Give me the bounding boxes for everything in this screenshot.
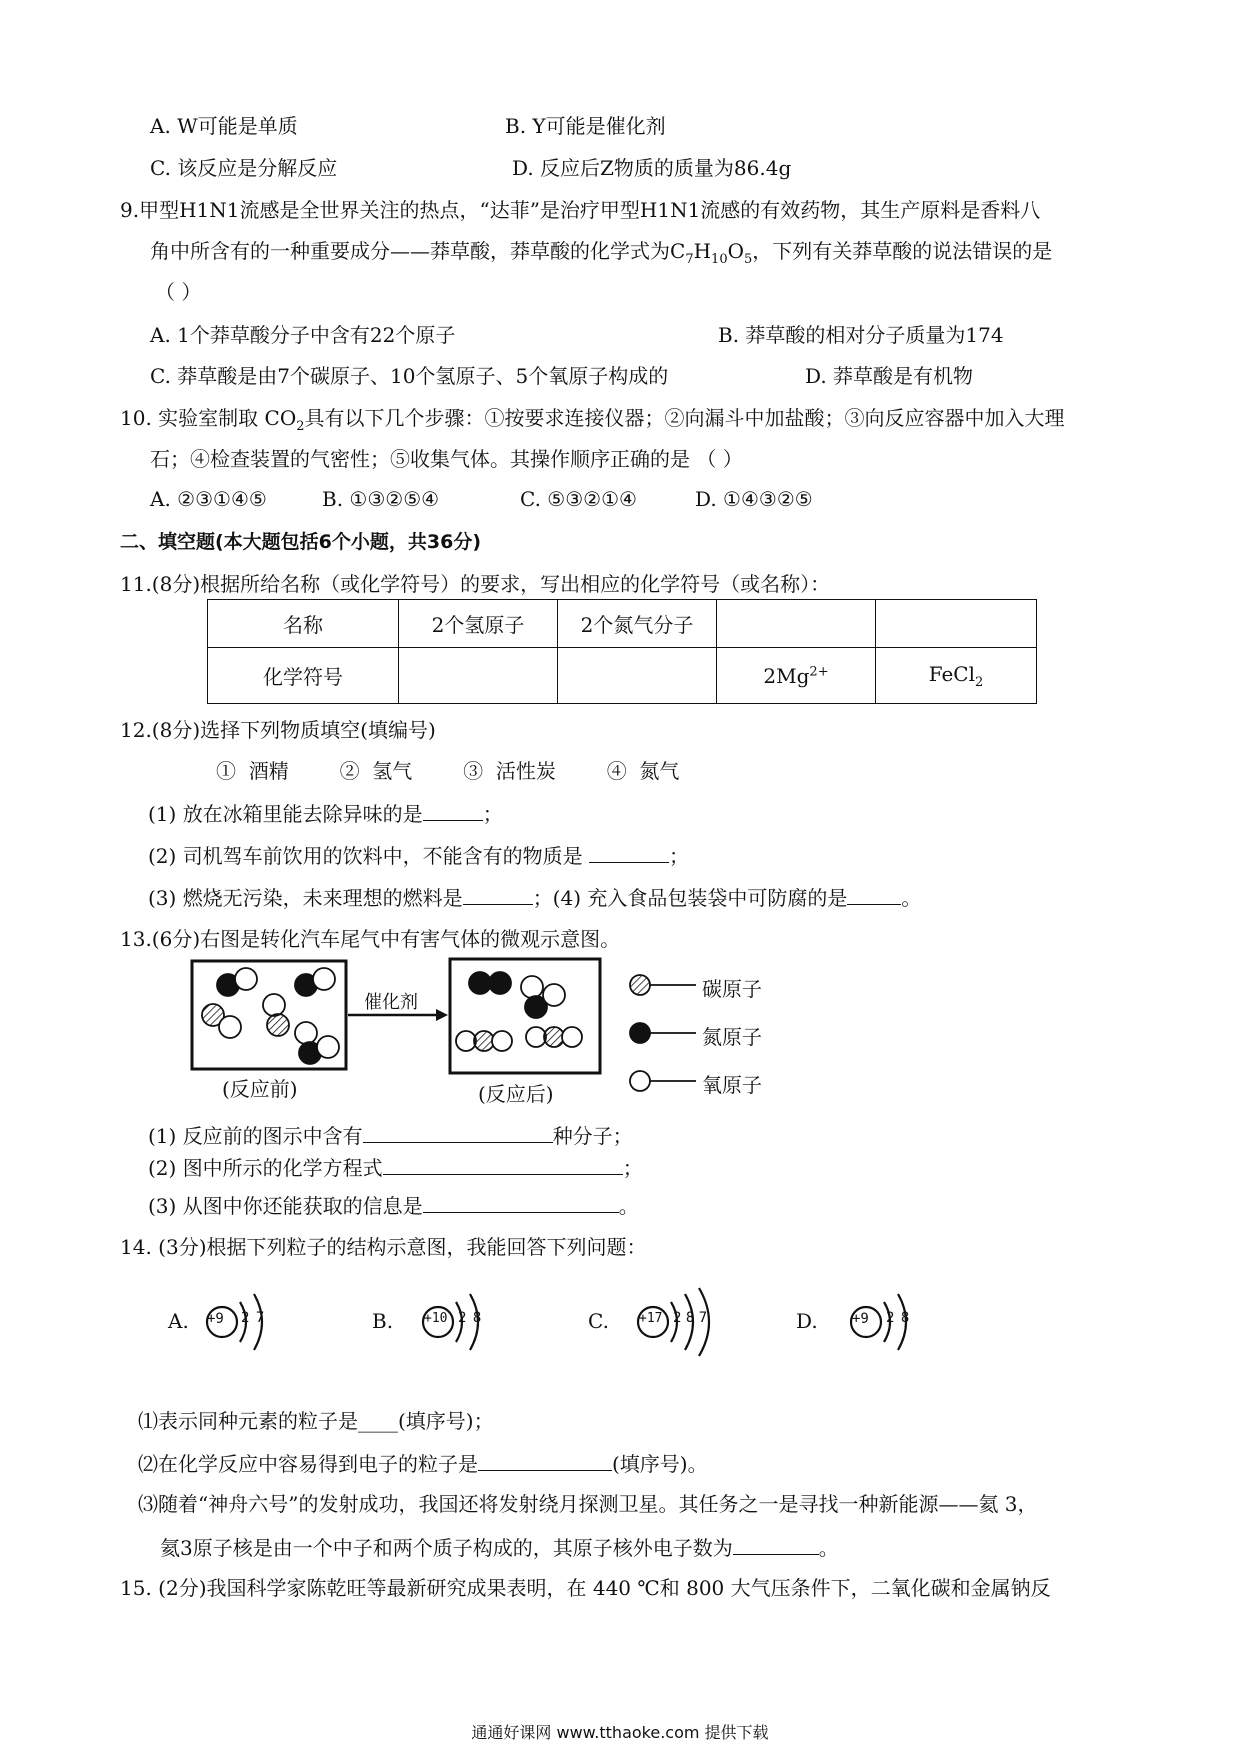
q10-option-a: A. ②③①④⑤ (150, 487, 267, 511)
after-caption: (反应后) (478, 1082, 554, 1106)
catalyst-label: 催化剂 (364, 992, 418, 1013)
legend (630, 975, 696, 1091)
q11-row-label: 化学符号 (208, 648, 399, 704)
q9-option-c: C. 莽草酸是由7个碳原子、10个氢原子、5个氧原子构成的 (150, 364, 669, 388)
q8-option-b: B. Y可能是催化剂 (505, 114, 666, 138)
q10-option-d: D. ①④③②⑤ (695, 487, 813, 511)
q8-option-c: C. 该反应是分解反应 (150, 156, 338, 180)
q10-option-c: C. ⑤③②①④ (520, 487, 637, 511)
atom-a-shells: 2 7 (241, 1310, 264, 1326)
legend-nitrogen: 氮原子 (702, 1025, 762, 1049)
after-molecules (456, 972, 582, 1051)
before-caption: (反应前) (222, 1077, 298, 1101)
before-molecules (202, 968, 339, 1064)
q11-cell: 名称 (208, 600, 399, 648)
page-footer: 通通好课网 www.tthaoke.com 提供下载 (471, 1723, 769, 1742)
q11-cell (717, 600, 876, 648)
q11-cell: 2个氮气分子 (558, 600, 717, 648)
section-heading: 二、填空题(本大题包括6个小题，共36分) (120, 531, 482, 553)
q11-answer-cell (558, 648, 717, 704)
q14-label-c: C. (588, 1309, 609, 1333)
atom-a-nucleus: +9 (207, 1311, 224, 1327)
q10-option-b: B. ①③②⑤④ (322, 487, 440, 511)
q13-sub1: (1) 反应前的图示中含有 种分子； (148, 1124, 633, 1148)
atom-c-shells: 2 8 7 (673, 1310, 706, 1326)
atom-b-shells: 2 8 (458, 1310, 481, 1326)
q11-answer-cell (399, 648, 558, 704)
q9-stem-line2: 角中所含有的一种重要成分——莽草酸，莽草酸的化学式为$C_7H_{10}O_5$，下列有关莽草酸的说法错误的是 (150, 239, 1053, 267)
q14-sub3-line1: ⑶随着“神舟六号”的发射成功，我国还将发射绕月探测卫星。其任务之一是寻找一种新能源——氦 3， (138, 1492, 1038, 1516)
q11-table (207, 599, 1037, 704)
q14-sub3-line2: 氦3原子核是由一个中子和两个质子构成的，其原子核外电子数为 。 (160, 1536, 839, 1560)
q8-option-d: D. 反应后Z物质的质量为86.4g (512, 156, 792, 180)
q13-stem: 13.(6分)右图是转化汽车尾气中有害气体的微观示意图。 (120, 927, 621, 951)
q9-stem-line1: 9.甲型H1N1流感是全世界关注的热点，“达菲”是治疗甲型H1N1流感的有效药物，其生产原料是香料八 (120, 198, 1041, 222)
q14-atom-diagrams (200, 1280, 920, 1364)
q11-stem: 11.(8分)根据所给名称（或化学符号）的要求，写出相应的化学符号（或名称）： (120, 572, 831, 596)
q9-option-a: A. 1个莽草酸分子中含有22个原子 (150, 323, 456, 347)
q13-sub2: (2) 图中所示的化学方程式 ； (148, 1156, 643, 1180)
q14-sub2: ⑵在化学反应中容易得到电子的粒子是 (填序号)。 (138, 1452, 708, 1476)
q14-label-b: B. (372, 1309, 394, 1333)
q9-option-d: D. 莽草酸是有机物 (805, 364, 974, 388)
atom-b-nucleus: +10 (424, 1311, 448, 1326)
q8-option-a: A. W可能是单质 (150, 114, 298, 138)
q14-sub1: ⑴表示同种元素的粒子是____(填序号)； (138, 1409, 494, 1433)
q10-stem-line1: 10. 实验室制取 $CO_2$具有以下几个步骤：①按要求连接仪器；②向漏斗中加盐酸；③向反应容器中加入大理 (120, 406, 1065, 434)
q13-sub3: (3) 从图中你还能获取的信息是 。 (148, 1194, 639, 1218)
q15-stem-line1: 15. (2分)我国科学家陈乾旺等最新研究成果表明，在 440 ℃和 800 大气压条件下，二氧化碳和金属钠反 (120, 1576, 1051, 1600)
q11-cell (876, 600, 1037, 648)
q12-stem: 12.(8分)选择下列物质填空(填编号) (120, 718, 436, 742)
legend-oxygen: 氧原子 (702, 1073, 762, 1097)
q14-label-a: A. (168, 1309, 189, 1333)
q11-cell: 2个氢原子 (399, 600, 558, 648)
q11-fecl-cell: FeCl$_2$ (876, 648, 1037, 704)
q9-answer-paren: （ ） (155, 280, 202, 304)
atom-d-nucleus: +9 (852, 1311, 869, 1327)
q12-choices: ① 酒精 ② 氢气 ③ 活性炭 ④ 氮气 (216, 759, 680, 783)
q12-sub2: (2) 司机驾车前饮用的饮料中，不能含有的物质是 ； (148, 844, 690, 868)
q9-option-b: B. 莽草酸的相对分子质量为174 (718, 323, 1004, 347)
atom-d-shells: 2 8 (886, 1310, 909, 1326)
q10-stem-line2: 石；④检查装置的气密性；⑤收集气体。其操作顺序正确的是 （ ） (150, 447, 743, 471)
q14-label-d: D. (796, 1309, 818, 1333)
q14-stem: 14. (3分)根据下列粒子的结构示意图，我能回答下列问题： (120, 1235, 647, 1259)
q12-sub3-4: (3) 燃烧无污染，未来理想的燃料是 ；(4) 充入食品包装袋中可防腐的是 。 (148, 886, 922, 910)
atom-c-nucleus: +17 (639, 1311, 663, 1326)
legend-carbon: 碳原子 (702, 977, 762, 1001)
q12-sub1: (1) 放在冰箱里能去除异味的是 ； (148, 802, 503, 826)
q11-mg-cell: $2Mg^{2+}$ (717, 648, 876, 704)
